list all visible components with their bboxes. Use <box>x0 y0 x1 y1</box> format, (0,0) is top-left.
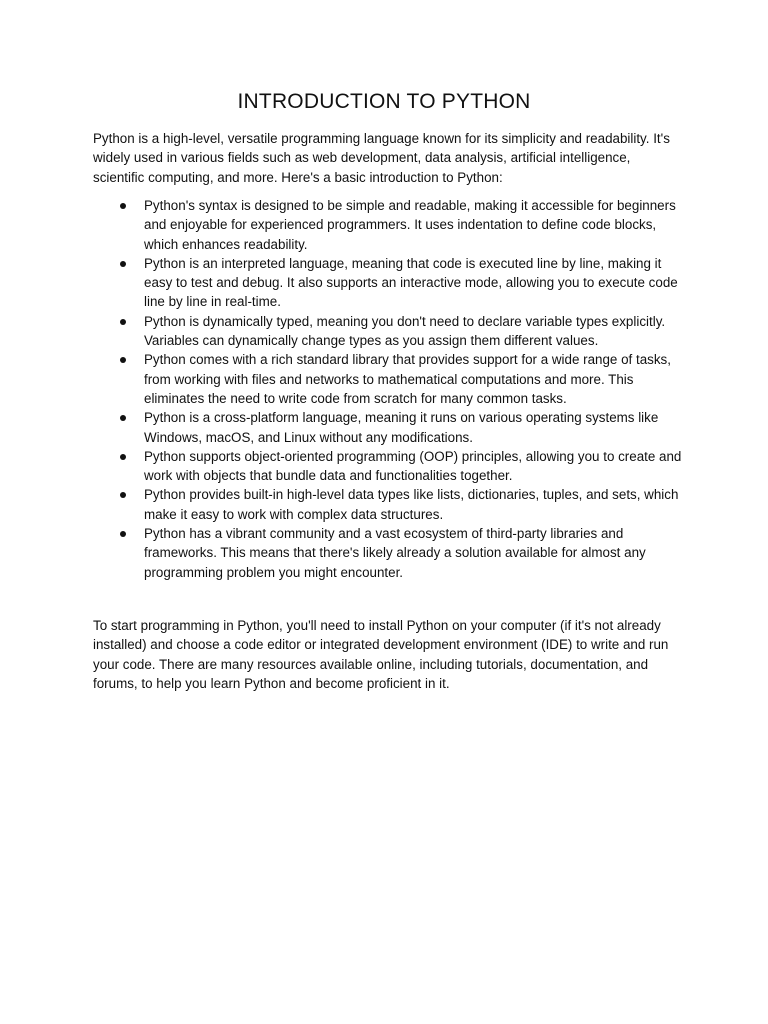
bullet-icon <box>120 531 126 537</box>
bullet-icon <box>120 415 126 421</box>
list-item <box>93 254 693 312</box>
list-item <box>93 312 693 351</box>
bullet-icon <box>120 492 126 498</box>
bullet-icon <box>120 454 126 460</box>
list-item-text: Python supports object-oriented programming (OOP) principles, allowing you to create and work with objects that bundle data and functionalities together. <box>144 448 682 484</box>
page-title: INTRODUCTION TO PYTHON <box>237 90 531 113</box>
list-item <box>93 485 693 524</box>
list-item-text: Python provides built-in high-level data types like lists, dictionaries, tuples, and sets, which make it easy to work with complex data structures. <box>144 487 679 522</box>
list-item-text: Python's syntax is designed to be simple and readable, making it accessible for beginners and enjoyable for experienced programmers. It uses indentation to define code blocks, which enhances readability. <box>144 198 676 252</box>
bullet-icon <box>120 319 126 325</box>
list-item <box>93 447 693 486</box>
bullet-icon <box>120 357 126 363</box>
list-item <box>93 524 693 582</box>
list-item <box>93 408 693 447</box>
closing-paragraph: To start programming in Python, you'll need to install Python on your computer (if it's not already installed) and choose a code editor or integrated development environment (IDE) to write and run your code. There are many resources available online, including tutorials, documentation, and forums, to help you learn Python and become proficient in it. <box>93 618 669 691</box>
list-item-text: Python has a vibrant community and a vast ecosystem of third-party libraries and frameworks. This means that there's likely already a solution available for almost any programming problem you might encounter. <box>144 526 646 580</box>
list-item-text: Python is an interpreted language, meaning that code is executed line by line, making it easy to test and debug. It also supports an interactive mode, allowing you to execute code line by line in real-time. <box>144 255 678 310</box>
bullet-icon <box>120 203 126 209</box>
list-item-text: Python is dynamically typed, meaning you don't need to declare variable types explicitly. Variables can dynamically change types as you assign them different values. <box>144 313 666 349</box>
list-item-text: Python comes with a rich standard library that provides support for a wide range of tasks, from working with files and networks to mathematical computations and more. This eliminates the need to write code from scratch for many common tasks. <box>144 352 671 406</box>
intro-paragraph: Python is a high-level, versatile programming language known for its simplicity and readability. It's widely used in various fields such as web development, data analysis, artificial intelligence, scientific computing, and more. Here's a basic introduction to Python: <box>93 131 670 185</box>
list-item <box>93 350 693 408</box>
list-item-text: Python is a cross-platform language, meaning it runs on various operating systems like Windows, macOS, and Linux without any modifications. <box>144 410 659 445</box>
bullet-icon <box>120 261 126 267</box>
bullet-list <box>93 196 693 582</box>
list-item <box>93 196 693 254</box>
